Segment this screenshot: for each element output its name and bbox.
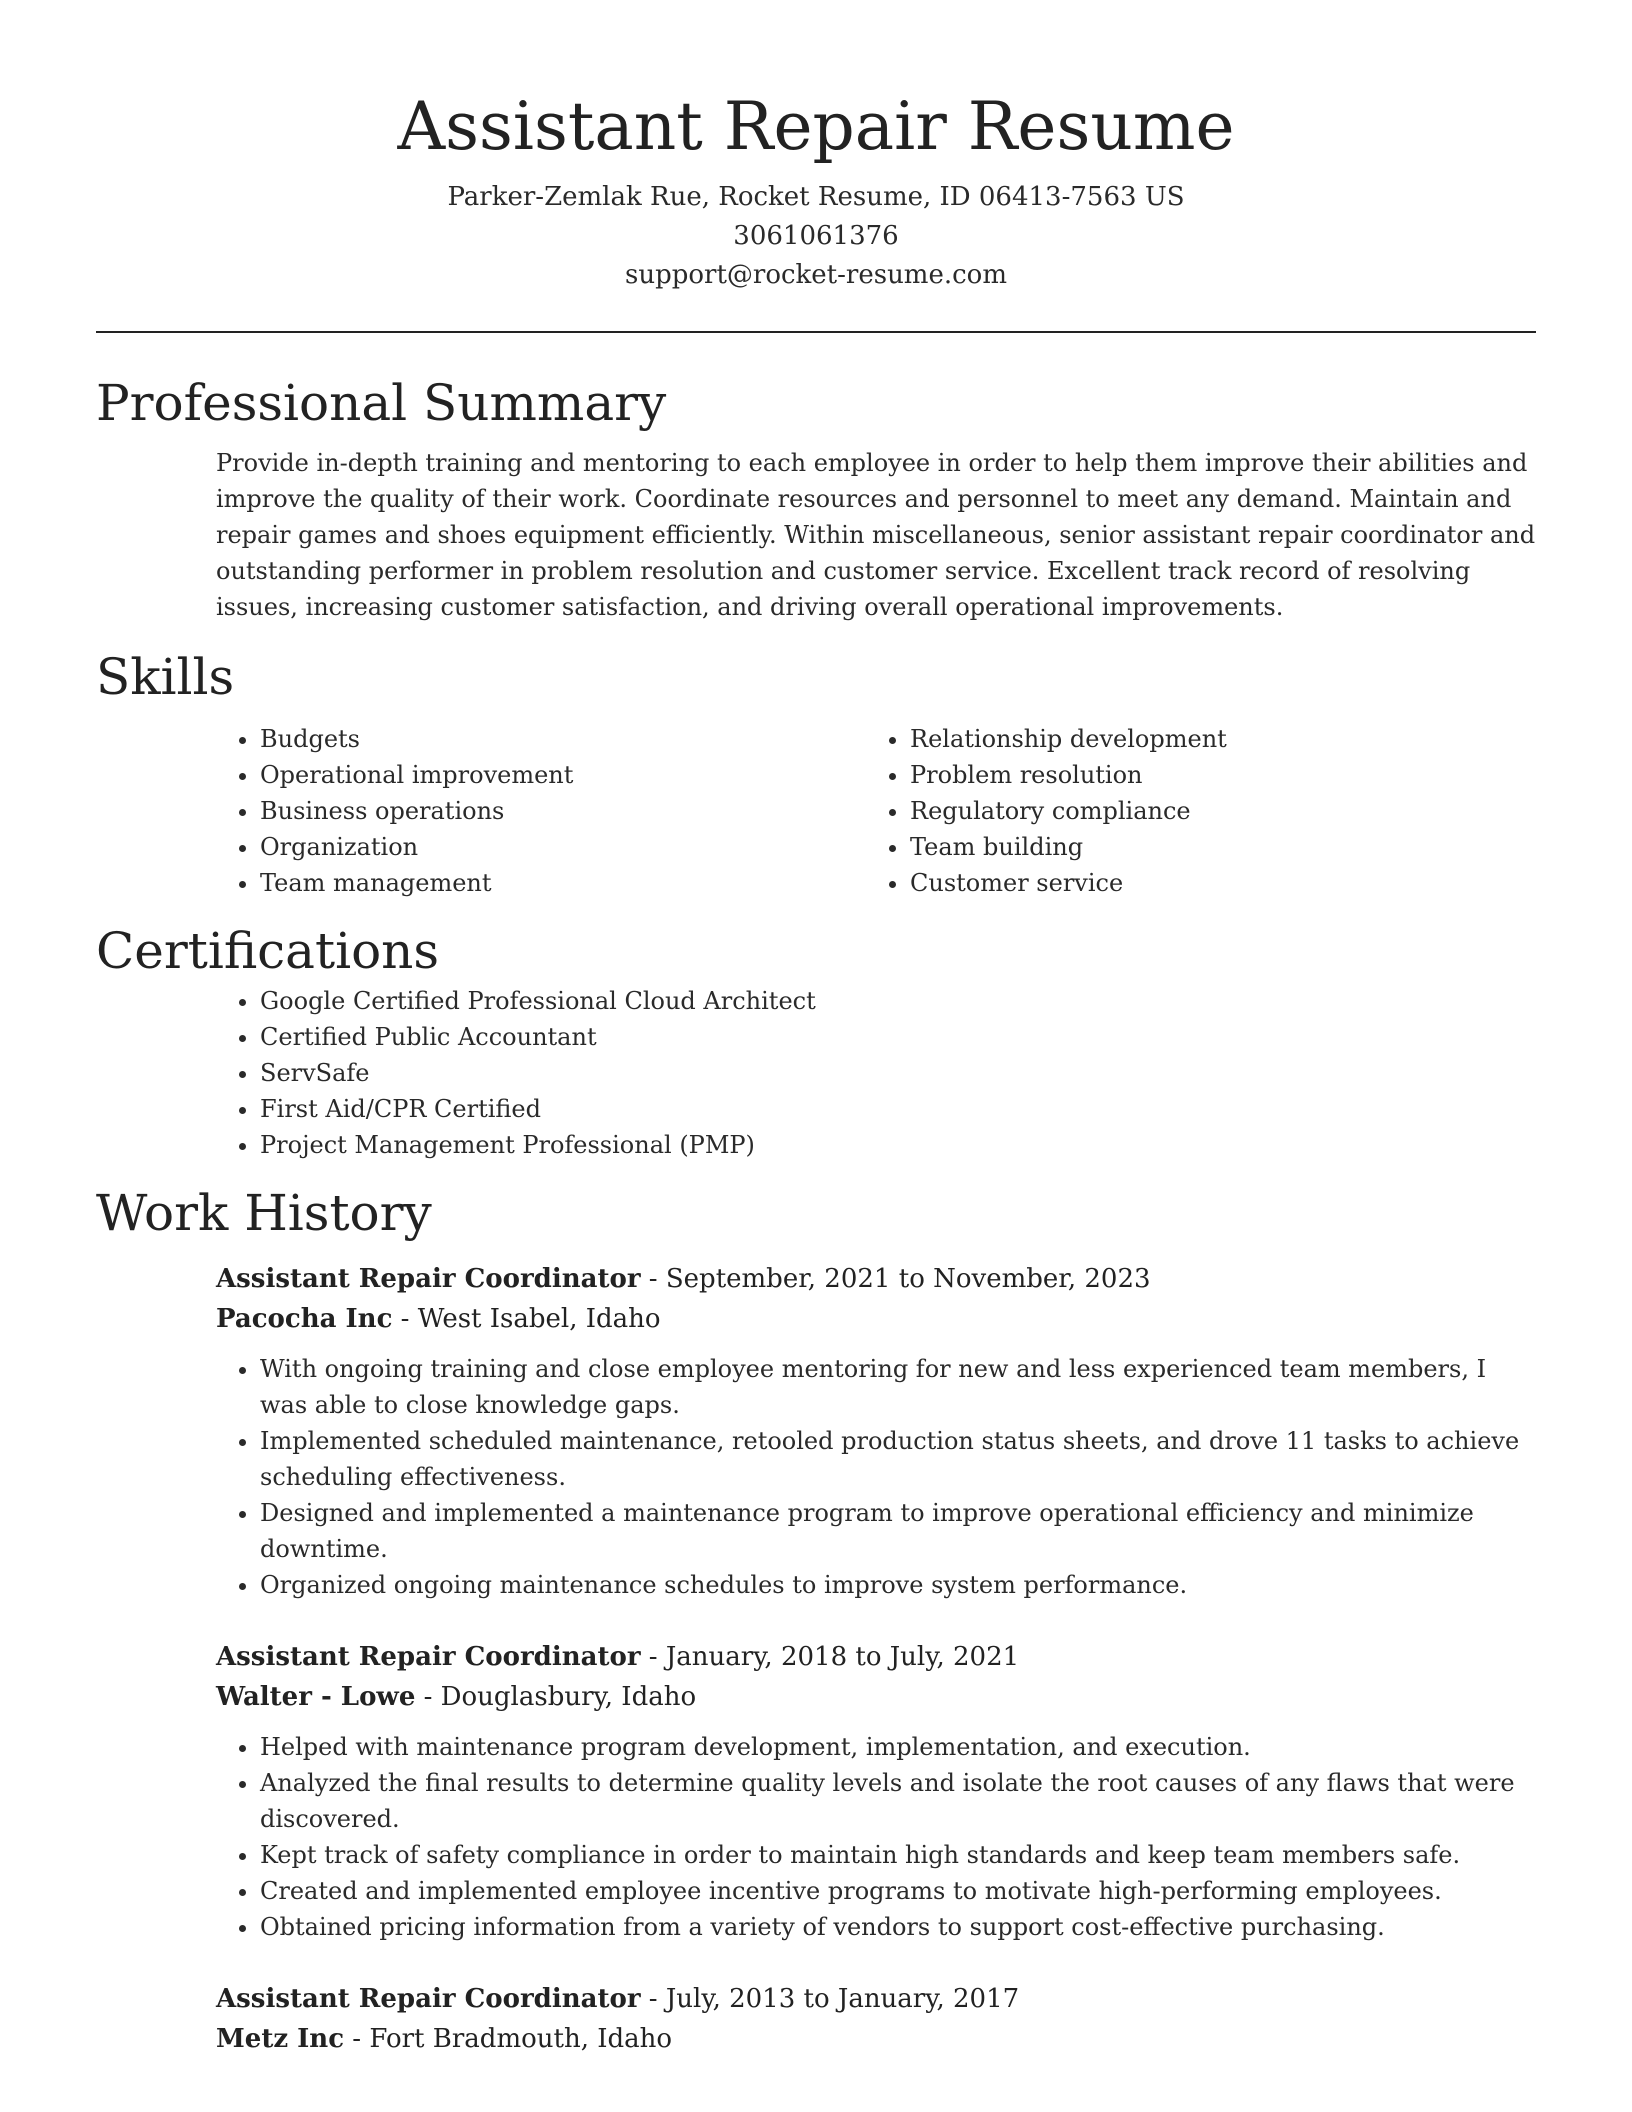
job-location: - West Isabel, Idaho	[392, 1304, 661, 1334]
job-bullet: • Designed and implemented a maintenance program to improve operational efficiency and minimize downtime.	[260, 1495, 1536, 1567]
job-bullet: • Created and implemented employee incentive programs to motivate high-performing employees.	[260, 1873, 1536, 1909]
job-location: - Douglasbury, Idaho	[415, 1682, 697, 1712]
job-title-line	[216, 1979, 1536, 2019]
job-company-line	[216, 1299, 1536, 1339]
skill-item: • Problem resolution	[910, 757, 1560, 793]
section-title-certifications: Certifications	[96, 922, 440, 980]
job-title-line	[216, 1637, 1536, 1677]
section-title-summary: Professional Summary	[96, 374, 667, 432]
job-company: Metz Inc	[216, 2024, 345, 2054]
section-title-skills: Skills	[96, 648, 235, 706]
certifications-list	[96, 983, 1536, 1163]
contact-block	[96, 178, 1536, 295]
contact-address: Parker-Zemlak Rue, Rocket Resume, ID 06413-7563 US	[447, 182, 1185, 212]
skills-list-left	[96, 721, 910, 901]
skill-item: • Budgets	[260, 721, 910, 757]
job-bullet: • Helped with maintenance program development, implementation, and execution.	[260, 1729, 1536, 1765]
job-bullet: • Analyzed the final results to determine quality levels and isolate the root causes of any flaws that were discovered.	[260, 1765, 1536, 1837]
job-company: Walter - Lowe	[216, 1682, 416, 1712]
job-location: - Fort Bradmouth, Idaho	[344, 2024, 673, 2054]
skill-item: • Operational improvement	[260, 757, 910, 793]
summary-paragraph: Provide in-depth training and mentoring to each employee in order to help them improve their abilities and improve the quality of their work. Coordinate resources and personnel to meet any demand. Maintain and repair games and shoes equipment efficiently. Within miscellaneous, senior assistant repair coordinator and outstanding performer in problem resolution and customer service. Excellent track record of resolving issues, increasing customer satisfaction, and driving overall operational improvements.	[216, 449, 1536, 621]
job-dates: - January, 2018 to July, 2021	[640, 1642, 1020, 1672]
skill-item: • Relationship development	[910, 721, 1560, 757]
resume-title: Assistant Repair Resume	[397, 88, 1235, 165]
job-title-line	[216, 1259, 1536, 1299]
skill-item: • Team building	[910, 829, 1560, 865]
skills-grid	[96, 721, 1536, 901]
certification-item: • First Aid/CPR Certified	[260, 1091, 1536, 1127]
skills-list-right	[910, 721, 1560, 901]
job-company: Pacocha Inc	[216, 1304, 393, 1334]
job-entry	[216, 1979, 1536, 2059]
skill-item: • Regulatory compliance	[910, 793, 1560, 829]
skill-item: • Organization	[260, 829, 910, 865]
job-title: Assistant Repair Coordinator	[216, 1642, 641, 1672]
certification-item: • ServSafe	[260, 1055, 1536, 1091]
job-entry	[216, 1259, 1536, 1603]
skill-item: • Team management	[260, 865, 910, 901]
job-entry	[216, 1637, 1536, 1945]
certification-item: • Certified Public Accountant	[260, 1019, 1536, 1055]
job-company-line	[216, 1677, 1536, 1717]
job-bullet: • Obtained pricing information from a variety of vendors to support cost-effective purchasing.	[260, 1909, 1536, 1945]
job-dates: - July, 2013 to January, 2017	[640, 1984, 1020, 2014]
job-title: Assistant Repair Coordinator	[216, 1264, 641, 1294]
job-title: Assistant Repair Coordinator	[216, 1984, 641, 2014]
job-bullet: • Implemented scheduled maintenance, retooled production status sheets, and drove 11 tasks to achieve scheduling effectiveness.	[260, 1423, 1536, 1495]
job-bullets	[216, 1351, 1536, 1603]
resume-header	[96, 0, 1536, 295]
header-divider	[96, 331, 1536, 333]
job-bullet: • With ongoing training and close employee mentoring for new and less experienced team members, I was able to close knowledge gaps.	[260, 1351, 1536, 1423]
job-bullet: • Kept track of safety compliance in order to maintain high standards and keep team members safe.	[260, 1837, 1536, 1873]
job-dates: - September, 2021 to November, 2023	[640, 1264, 1151, 1294]
job-company-line	[216, 2019, 1536, 2059]
skill-item: • Business operations	[260, 793, 910, 829]
certification-item: • Project Management Professional (PMP)	[260, 1127, 1536, 1163]
job-bullet: • Organized ongoing maintenance schedules to improve system performance.	[260, 1567, 1536, 1603]
contact-phone: 3061061376	[733, 221, 899, 251]
section-title-work-history: Work History	[96, 1184, 432, 1242]
skill-item: • Customer service	[910, 865, 1560, 901]
job-bullets	[216, 1729, 1536, 1945]
contact-email: support@rocket-resume.com	[624, 260, 1007, 290]
certification-item: • Google Certified Professional Cloud Architect	[260, 983, 1536, 1019]
